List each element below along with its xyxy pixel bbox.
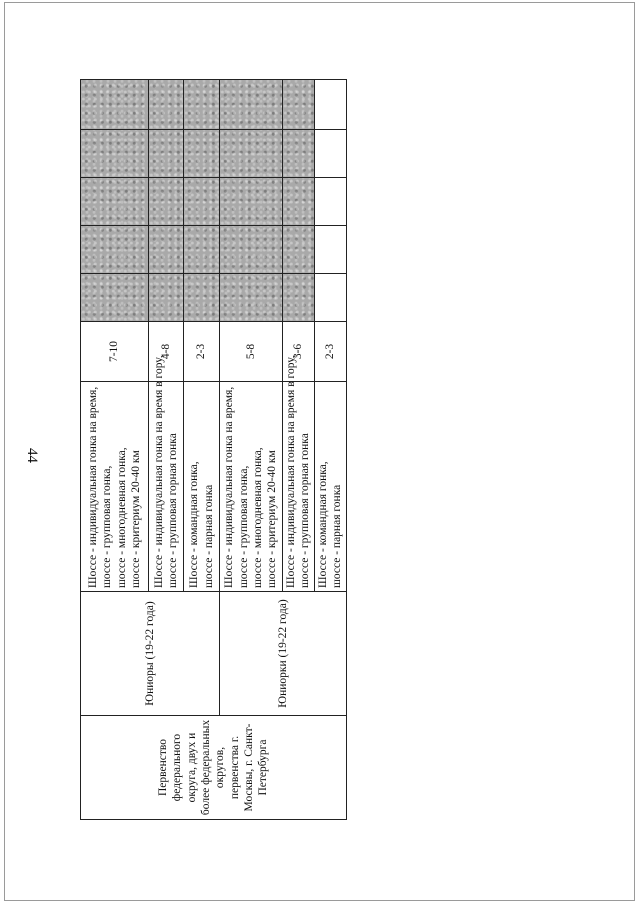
shaded-cell (149, 130, 184, 178)
discipline-cell (220, 382, 283, 592)
shaded-cell (283, 274, 315, 322)
places-cell: 5-8 (220, 322, 283, 382)
shaded-cell (283, 130, 315, 178)
shaded-cell (81, 274, 149, 322)
discipline-cell (81, 382, 149, 592)
places-cell: 7-10 (81, 322, 149, 382)
page-number: 44 (24, 448, 40, 463)
discipline-line: Шоссе - командная гонка, (316, 461, 329, 588)
empty-cell (314, 178, 346, 226)
discipline-cell (314, 382, 346, 592)
shaded-cell (220, 274, 283, 322)
shaded-cell (149, 274, 184, 322)
discipline-line: шоссе - критериум 20-40 км (129, 450, 142, 588)
shaded-cell (184, 130, 220, 178)
empty-cell (314, 226, 346, 274)
competition-cell: Первенство федерального округа, двух и более федеральных округов, первенства г. Москвы, г. Санкт-Петербурга (81, 716, 347, 820)
discipline-line: Шоссе - командная гонка, (188, 461, 201, 588)
shaded-cell (184, 274, 220, 322)
discipline-cell (184, 382, 220, 592)
shaded-cell (149, 80, 184, 130)
empty-cell (314, 130, 346, 178)
places-cell: 2-3 (184, 322, 220, 382)
discipline-line: шоссе - групповая гонка, (101, 465, 114, 588)
places-cell: 4-8 (149, 322, 184, 382)
shaded-cell (149, 226, 184, 274)
shaded-cell (220, 80, 283, 130)
shaded-cell (149, 178, 184, 226)
rotated-table-container (80, 80, 344, 820)
discipline-line: шоссе - парная гонка (331, 484, 344, 588)
table-row (220, 80, 283, 820)
places-cell: 2-3 (314, 322, 346, 382)
discipline-line: шоссе - групповая горная гонка (299, 433, 312, 588)
shaded-cell (220, 178, 283, 226)
shaded-cell (184, 226, 220, 274)
discipline-line: шоссе - парная гонка (202, 484, 215, 588)
discipline-cell (283, 355, 315, 592)
standards-table (80, 79, 347, 820)
discipline-line: Шоссе - индивидуальная гонка на время в гору, (285, 355, 297, 588)
discipline-line: Шоссе - индивидуальная гонка на время, (223, 386, 236, 588)
empty-cell (314, 80, 346, 130)
discipline-line: Шоссе - индивидуальная гонка на время, (86, 386, 99, 588)
shaded-cell (184, 178, 220, 226)
shaded-cell (283, 226, 315, 274)
age-group-cell: Юниорки (19-22 года) (220, 592, 347, 716)
discipline-line: шоссе - многодневная гонка, (252, 447, 264, 588)
discipline-line: шоссе - многодневная гонка, (115, 447, 128, 588)
shaded-cell (81, 178, 149, 226)
discipline-line: шоссе - групповая горная гонка (167, 433, 179, 588)
shaded-cell (220, 226, 283, 274)
discipline-cell (149, 355, 184, 592)
discipline-line: шоссе - критериум 20-40 км (266, 450, 279, 588)
empty-cell (314, 274, 346, 322)
shaded-cell (184, 80, 220, 130)
discipline-line: Шоссе - индивидуальная гонка на время в гору, (152, 355, 165, 588)
shaded-cell (220, 130, 283, 178)
shaded-cell (283, 80, 315, 130)
age-group-cell: Юниоры (19-22 года) (81, 592, 220, 716)
shaded-cell (81, 226, 149, 274)
shaded-cell (81, 80, 149, 130)
discipline-line: шоссе - групповая гонка, (237, 465, 250, 588)
table-row (81, 80, 149, 820)
places-cell: 3-6 (283, 322, 315, 382)
shaded-cell (81, 130, 149, 178)
shaded-cell (283, 178, 315, 226)
